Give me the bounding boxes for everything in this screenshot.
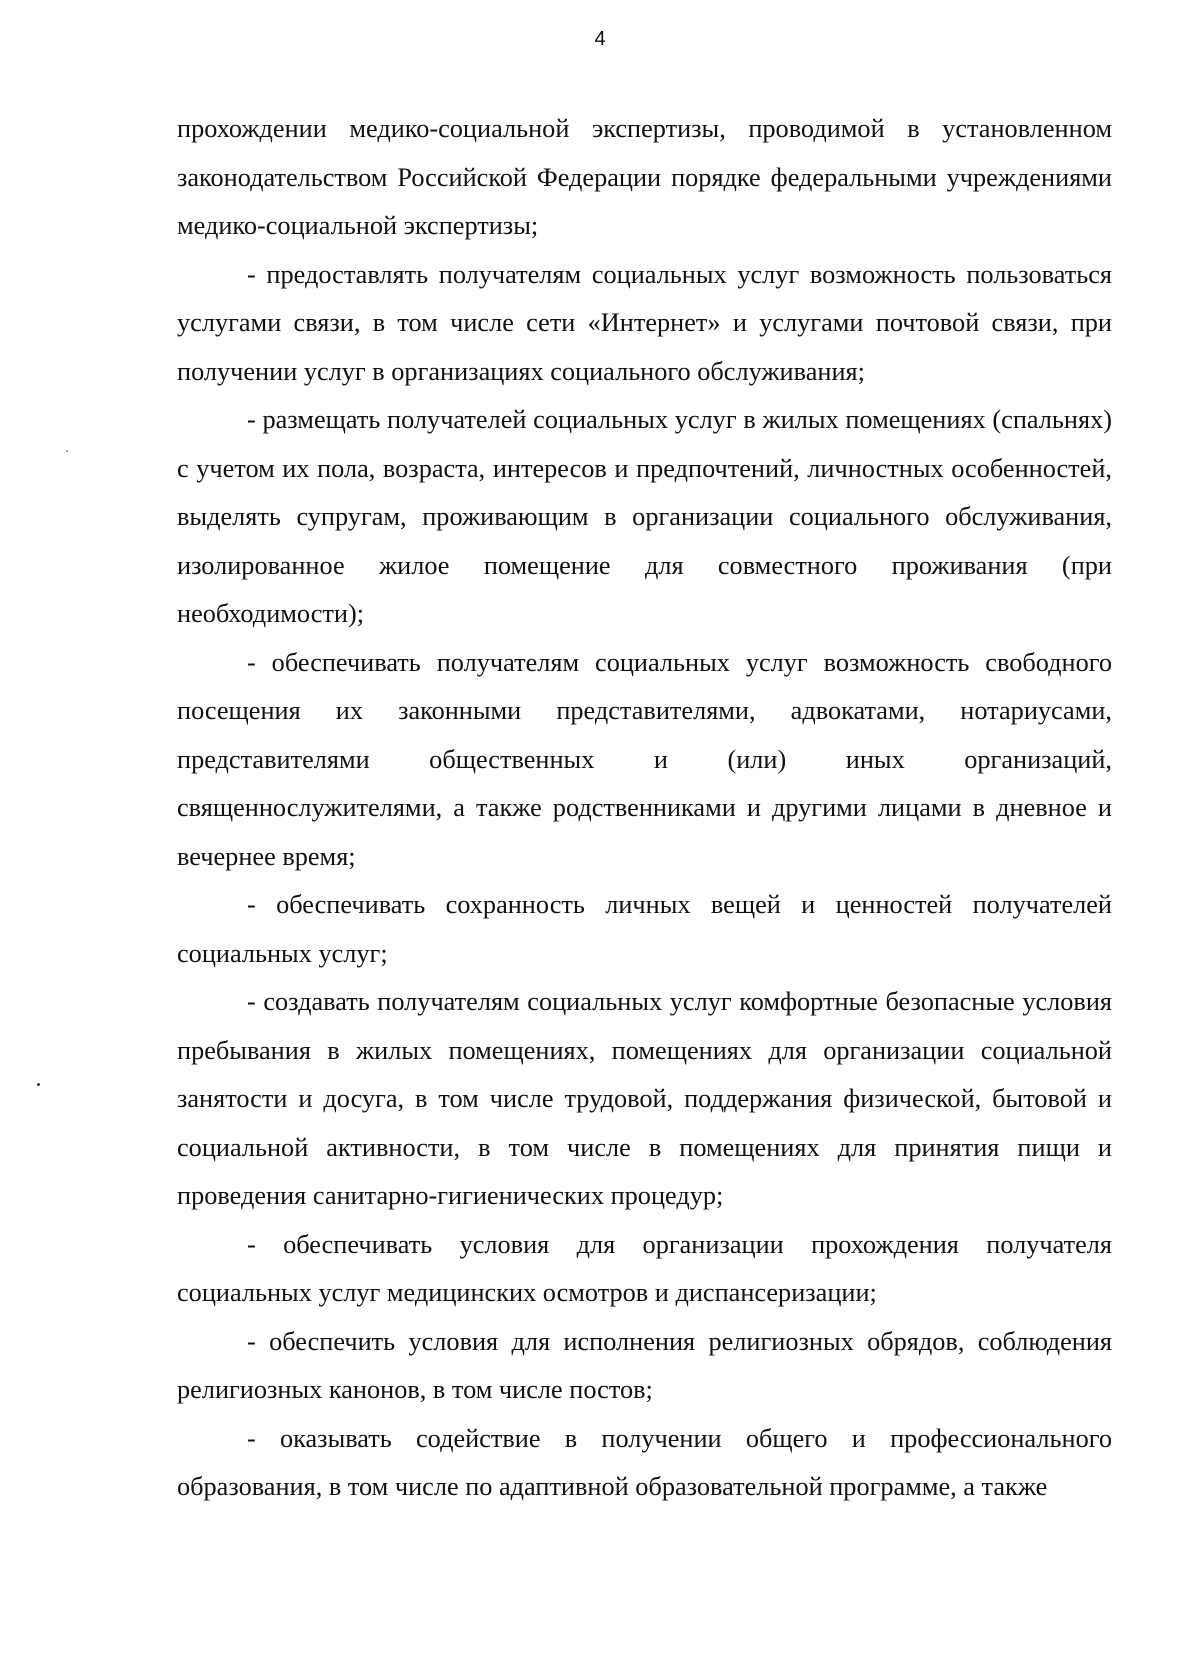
paragraph-visits: - обеспечивать получателям социальных услуг возможность свободного посещения их законными представителями, адвокатами, нотариусами, представителями общественных и (или) иных организаций, священнослужителями, а также родственниками и другими лицами в дневное и вечернее время; [177, 647, 1112, 871]
page-number: 4 [594, 28, 606, 50]
paragraph-belongings: - обеспечивать сохранность личных вещей и ценностей получателей социальных услуг; [177, 890, 1112, 968]
paragraph-medical-checkups: - обеспечивать условия для организации прохождения получателя социальных услуг медицинских осмотров и диспансеризации; [177, 1229, 1112, 1307]
paragraph-education: - оказывать содействие в получении общего и профессионального образования, в том числе по адаптивной образовательной программе, а также [177, 1423, 1112, 1501]
paragraph-religious-rites: - обеспечить условия для исполнения религиозных обрядов, соблюдения религиозных канонов, в том числе постов; [177, 1326, 1112, 1404]
paragraph-accommodation: - размещать получателей социальных услуг в жилых помещениях (спальнях) с учетом их пола, возраста, интересов и предпочтений, личностных особенностей, выделять супругам, проживающим в организации социального обслуживания, изолированное жилое помещение для совместного проживания (при необходимости); [177, 405, 1112, 628]
scan-artifact-dot [66, 450, 68, 452]
paragraph-communication-services: - предоставлять получателям социальных услуг возможность пользоваться услугами связи, в том числе сети «Интернет» и услугами почтовой связи, при получении услуг в организациях социального обслуживания; [177, 259, 1112, 386]
paragraph-comfort-conditions: - создавать получателям социальных услуг комфортные безопасные условия пребывания в жилых помещениях, помещениях для организации социальной занятости и досуга, в том числе трудовой, поддержания физической, бытовой и социальной активности, в том числе в помещениях для принятия пищи и проведения санитарно-гигиенических процедур; [177, 987, 1112, 1210]
scan-artifact-dot [37, 1083, 40, 1086]
paragraph-continuation: прохождении медико-социальной экспертизы, проводимой в установленном законодательством Российской Федерации порядке федеральными учреждениями медико-социальной экспертизы; [177, 114, 1112, 240]
document-body [177, 105, 1112, 1512]
